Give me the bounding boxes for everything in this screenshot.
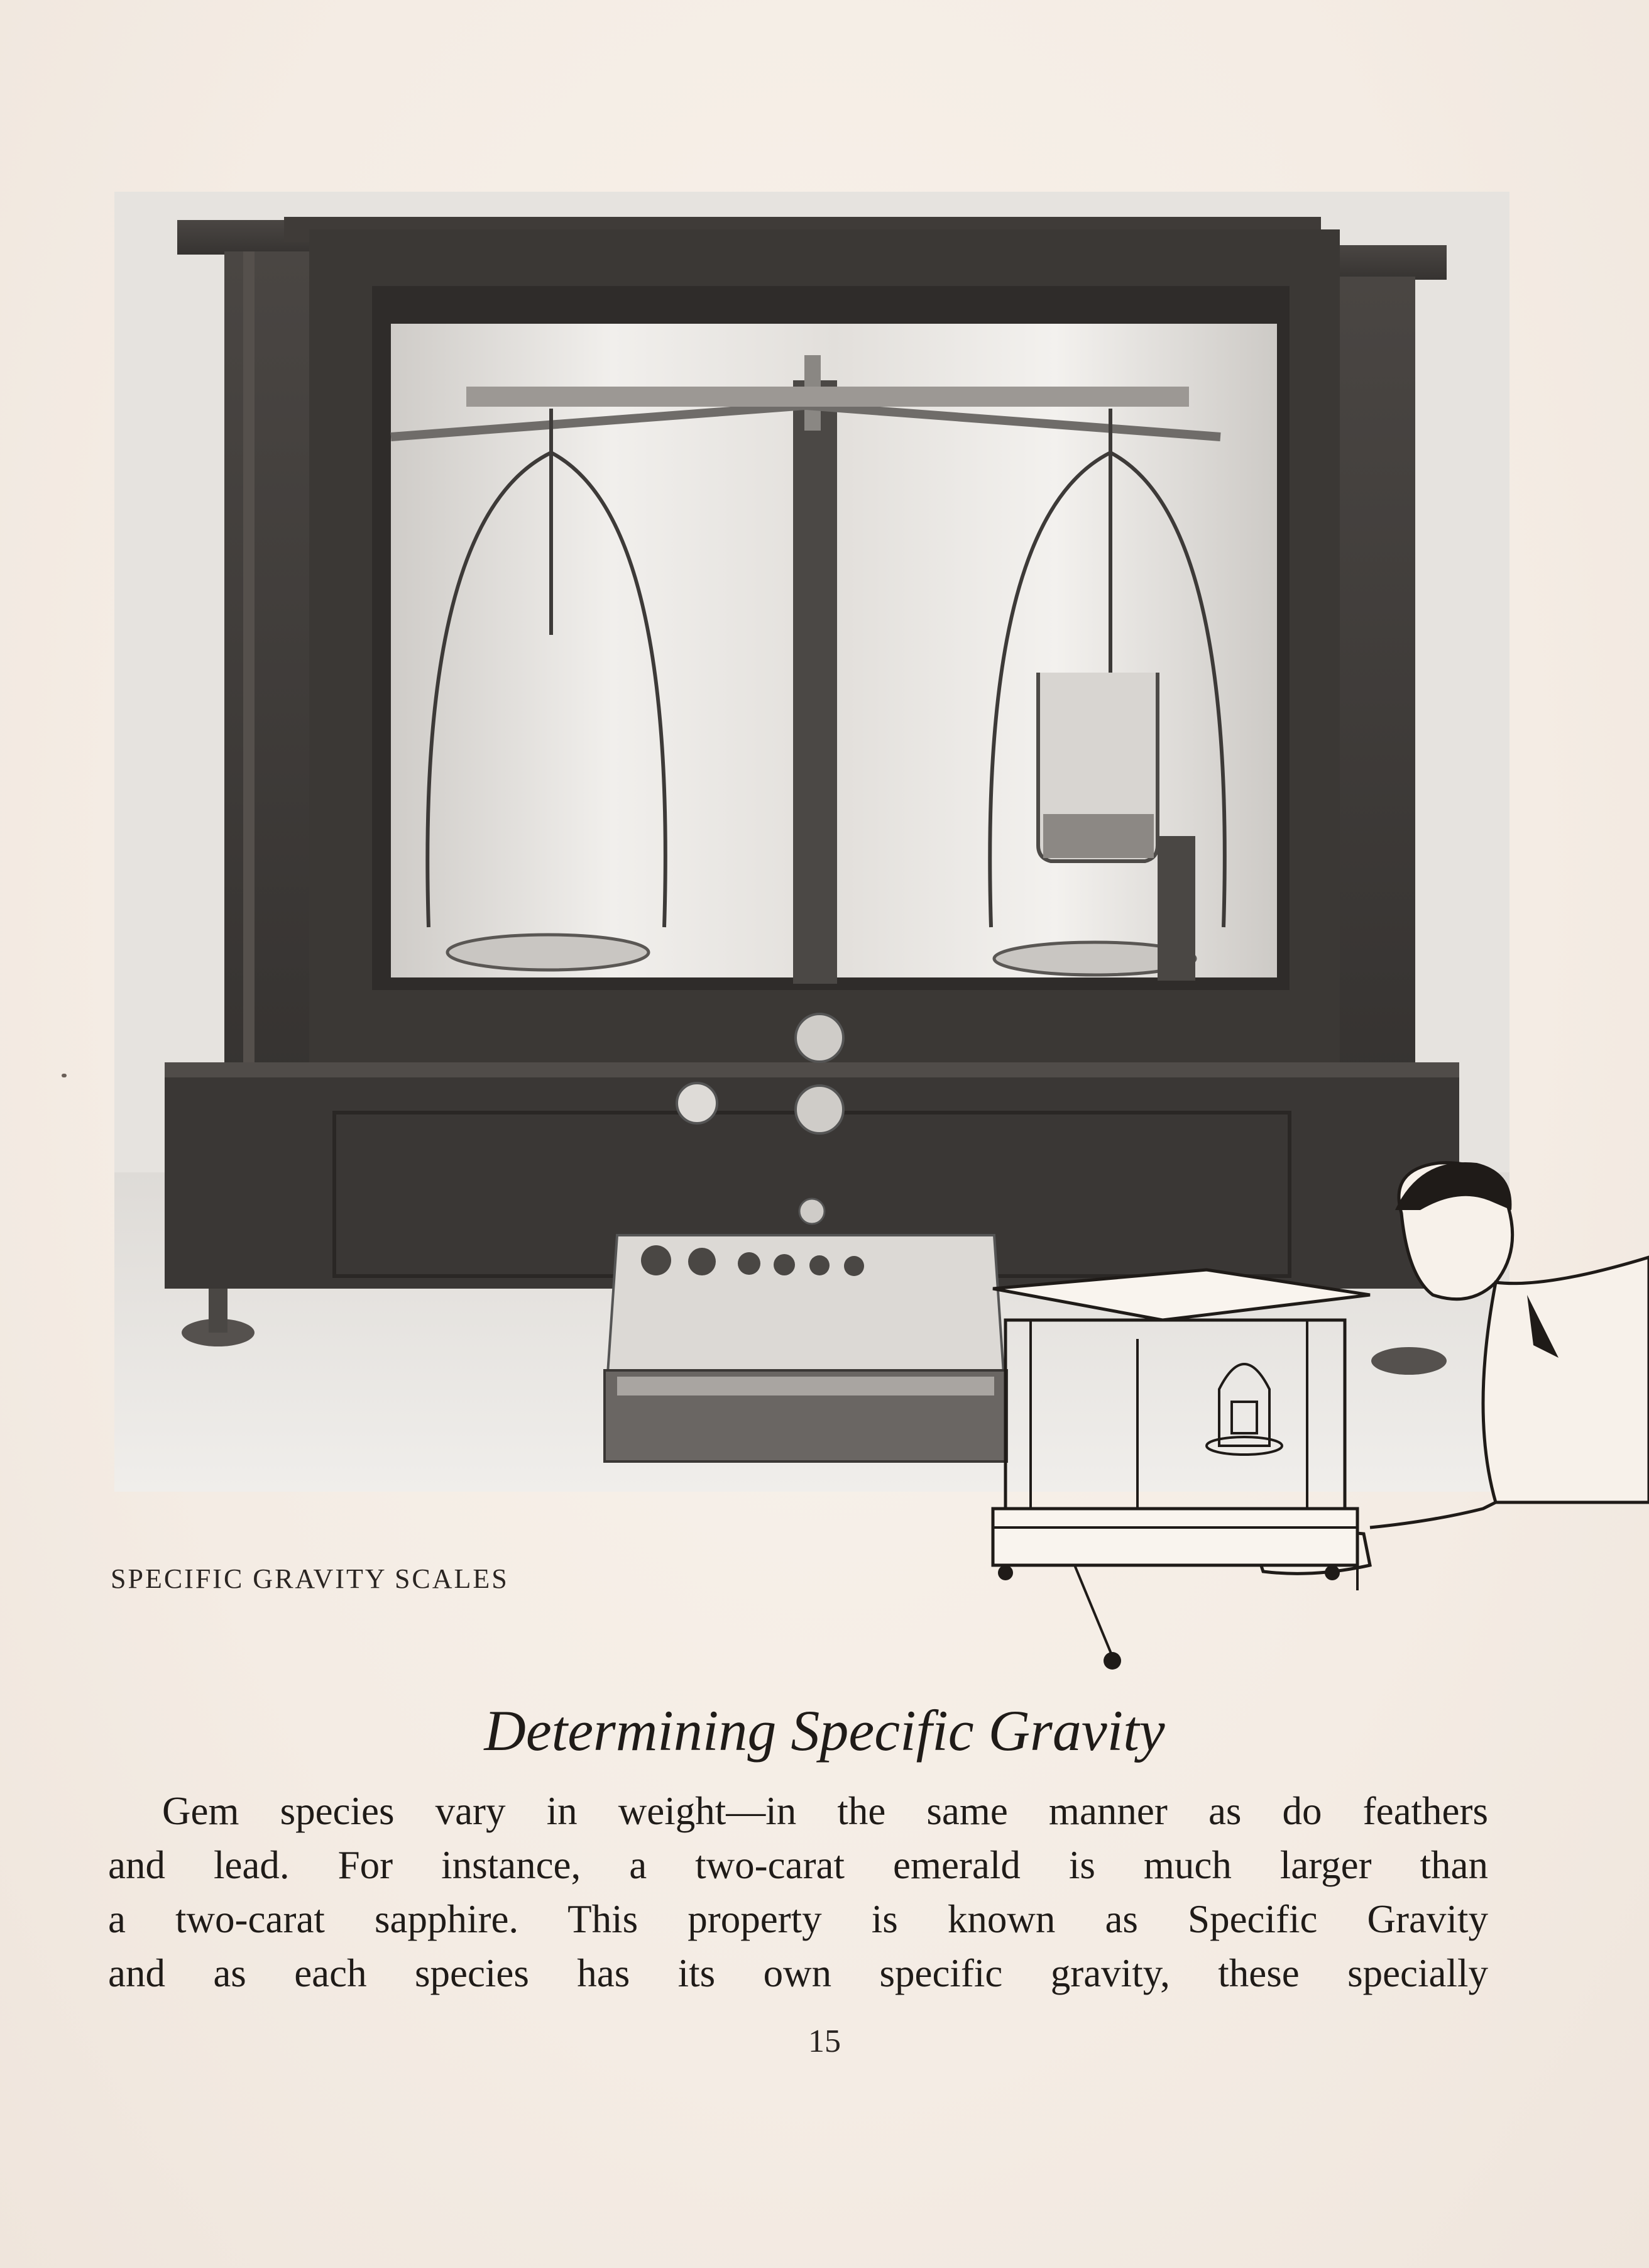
body-line: Gem species vary in weight—in the same manner as do feathers (162, 1789, 1488, 1833)
man-with-balance-icon (980, 1150, 1649, 1678)
paper-speck (62, 1074, 67, 1077)
photo-caption: SPECIFIC GRAVITY SCALES (111, 1563, 509, 1594)
body-line: and lead. For instance, a two-carat emerald is much larger than (108, 1843, 1488, 1887)
body-line: and as each species has its own specific gravity, these specially (108, 1951, 1488, 1995)
body-line: a two-carat sapphire. This property is known as Specific Gravity (108, 1897, 1488, 1941)
page-number: 15 (808, 2023, 841, 2059)
body-paragraph (108, 1784, 1488, 2000)
section-heading: Determining Specific Gravity (484, 1698, 1165, 1763)
